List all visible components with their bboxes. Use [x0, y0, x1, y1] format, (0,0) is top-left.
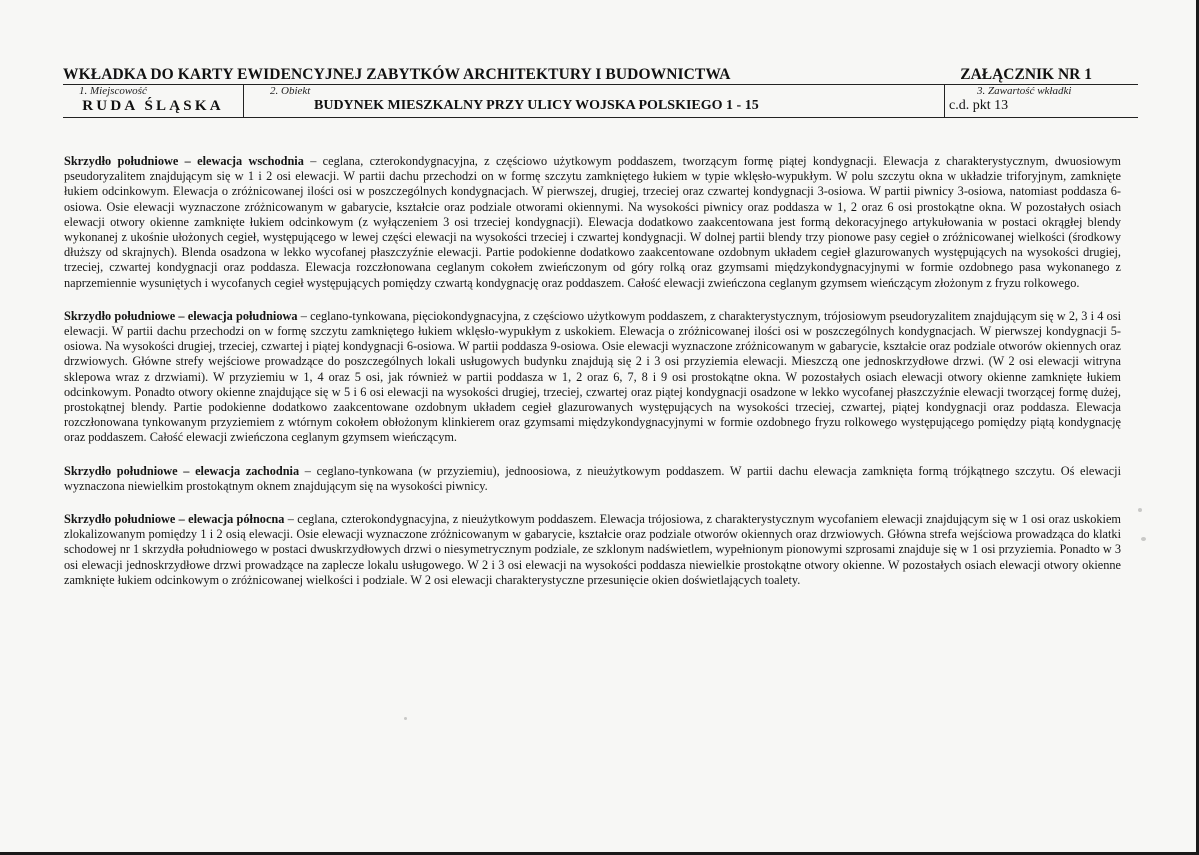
- contents-cell: [945, 84, 1138, 117]
- annex-label: ZAŁĄCZNIK NR 1: [960, 66, 1092, 83]
- contents-value: c.d. pkt 13: [949, 98, 1009, 113]
- paragraph-text: – ceglano-tynkowana (w przyziemiu), jednoosiowa, z nieużytkowym poddaszem. W partii dachu elewacja zamknięta formą trójkątnego szczytu. Oś elewacji wyznaczona niewielkim prostokątnym oknem znajdującym się na wysokości piwnicy.: [64, 463, 1121, 493]
- paragraph-heading: Skrzydło południowe – elewacja północna: [64, 512, 285, 527]
- paragraph-north-elevation: [64, 512, 1121, 588]
- paragraph-text: – ceglana, czterokondygnacyjna, z nieużytkowym poddaszem. Elewacja trójosiowa, z charakterystycznym wycofaniem elewacji znajdującym się w 1 osi oraz uskokiem zlokalizowanym pomiędzy 1 i 2 osią elewacji. Osie elewacji wyznaczone zróżnicowanym w gabarycie, kształcie oraz podziale otworów okiennych oraz drzwiowych. Główna strefa wejściowa prowadząca do klatki schodowej nr 1 skrzydła południowego w postaci dwuskrzydłowych drzwi o niesymetrycznym podziale, ze szklonym nadświetlem, wypełnionym pionowymi szprosami znajduje się w 1 osi przyziemia. Ponadto w 3 osi elewacji jednoskrzydłowe drzwi prowadzące na zaplecze lokalu usługowego. W 2 i 3 osi elewacji na wysokości poddasza niewielkie prostokątne otwory okienne. W pozostałych osiach elewacji otwory okienne zamknięte łukiem odcinkowym o zróżnicowanej wielkości i podziale. W 2 osi elewacji charakterystyczne przesunięcie okien doświetlających toalety.: [64, 512, 1121, 587]
- paragraph-text: – ceglano-tynkowana, pięciokondygnacyjna, z częściowo użytkowym poddaszem, z charakterystycznym, trójosiowym pseudoryzalitem znajdującym się w 2, 3 i 4 osi elewacji. W partii dachu przechodzi on w formę szczytu zamkniętego łukiem wklęsło-wypukłym z uskokiem. Elewacja o zróżnicowanej ilości osi w poszczególnych kondygnacjach. W pierwszej kondygnacji 5-osiowa. Na wysokości drugiej, trzeciej, czwartej i piątej kondygnacji 6-osiowa. W partii poddasza 9-osiowa. Osie elewacji wyznaczone zróżnicowanym w gabarycie, kształcie oraz podziale otworów okiennych oraz drzwiowych. Główne strefy wejściowe prowadzące do poszczególnych lokali usługowych budynku znajdują się 2 i 3 osi przyziemia elewacji. Mieszczą one jednoskrzydłowe drzwi. (W 2 osi elewacji witryna sklepowa wraz z drzwiami). W przyziemiu w 1, 4 oraz 5 osi, jak również w partii poddasza w 1, 2 oraz 6, 7, 8 i 9 osi prostokątne okna. W pozostałych osiach elewacji otwory okienne zamknięte łukiem odcinkowym. Ponadto otwory okienne znajdujące się w 5 i 6 osi elewacji na wysokości drugiej, trzeciej, czwartej oraz piątej kondygnacji osadzone w lekko wycofanej płaszczyźnie elewacji tworzącej formę dużej, prostokątnej blendy. Partie podokienne dodatkowo zaakcentowane ozdobnym układem cegieł glazurowanych występujących na wysokości trzeciej, czwartej, piątej kondygnacji oraz poddasza. Elewacja rozczłonowana tynkowanym przyziemiem z wtórnym cokołem obłożonym klinkierem oraz gzymsami międzykondygnacyjnymi w formie ozdobnego fryzu rolkowego występującego pomiędzy piątą kondygnację oraz poddaszem. Całość elewacji zwieńczona ceglanym gzymsem wieńczącym.: [64, 308, 1121, 445]
- paragraph-east-elevation: [64, 154, 1121, 291]
- document-body: [64, 154, 1121, 606]
- contents-label: 3. Zawartość wkładki: [977, 85, 1072, 97]
- scan-speck: [1141, 537, 1146, 541]
- locality-value: RUDA ŚLĄSKA: [82, 98, 224, 114]
- header-title-row: [63, 66, 1138, 85]
- scan-speck: [1138, 508, 1142, 512]
- locality-cell: [63, 84, 244, 117]
- object-label: 2. Obiekt: [270, 85, 311, 97]
- paragraph-heading: Skrzydło południowe – elewacja południowa: [64, 308, 298, 323]
- locality-label: 1. Miejscowość: [79, 85, 147, 97]
- paragraph-south-elevation: [64, 309, 1121, 446]
- paragraph-text: – ceglana, czterokondygnacyjna, z częściowo użytkowym poddaszem, tworzącym formę piątej kondygnacji. Elewacja z charakterystycznym, dwuosiowym pseudoryzalitem znajdującym się w 1 i 2 osi elewacji. W partii dachu przechodzi on w formę szczytu zamkniętego łukiem w typie wklęsło-wypukłym. W polu szczytu okna w układzie triforyjnym, zamknięte łukiem odcinkowym. Elewacja o zróżnicowanej ilości osi w poszczególnych kondygnacjach. W pierwszej, drugiej, trzeciej oraz czwartej kondygnacji 3-osiowa. W partii piwnicy 3-osiowa, natomiast poddasza 6-osiowa. Osie elewacji wyznaczone zróżnicowanym w gabarycie, kształcie oraz podziale otworami okiennymi. Na wysokości piwnicy oraz poddasza w 1, 2 oraz 6 osi prostokątne okna. W pozostałych osiach elewacji otwory okienne zamknięte łukiem odcinkowym (z wyłączeniem 3 osi trzeciej kondygnacji). Elewacja dodatkowo zaakcentowana jest formą dekoracyjnego artykułowania w postaci okrągłej blendy wykonanej z ukośnie ułożonych cegieł, występującego w lewej części elewacji na wysokości trzeciej i czwartej kondygnacji. W dolnej partii blendy trzy pionowe pasy cegieł o zróżnicowanej wielkości (środkowy dłuższy od skrajnych). Blenda osadzona w lekko wycofanej płaszczyźnie elewacji. Partie podokienne dodatkowo zaakcentowane ozdobnym układem cegieł glazurowanych występujących na wysokości drugiej, trzeciej, czwartej kondygnacji oraz poddasza. Elewacja rozczłonowana ceglanym cokołem zwieńczonym od góry rolką oraz gzymsami międzykondygnacyjnymi w formie ozdobnego pasa wykonanego z naprzemiennie wysuniętych i wycofanych cegieł występujących pomiędzy czwartą kondygnację oraz poddaszem. Całość elewacji zwieńczona ceglanym gzymsem wieńczącym złożonym z fryzu rolkowego.: [64, 154, 1121, 290]
- scan-speck: [404, 717, 407, 720]
- document-title: WKŁADKA DO KARTY EWIDENCYJNEJ ZABYTKÓW ARCHITEKTURY I BUDOWNICTWA: [63, 66, 731, 83]
- object-cell: [244, 84, 945, 117]
- paragraph-west-elevation: [64, 464, 1121, 494]
- header-fields: [63, 84, 1138, 118]
- paragraph-heading: Skrzydło południowe – elewacja zachodnia: [64, 463, 300, 478]
- paragraph-heading: Skrzydło południowe – elewacja wschodnia: [64, 154, 304, 168]
- object-value: BUDYNEK MIESZKALNY PRZY ULICY WOJSKA POLSKIEGO 1 - 15: [314, 98, 759, 113]
